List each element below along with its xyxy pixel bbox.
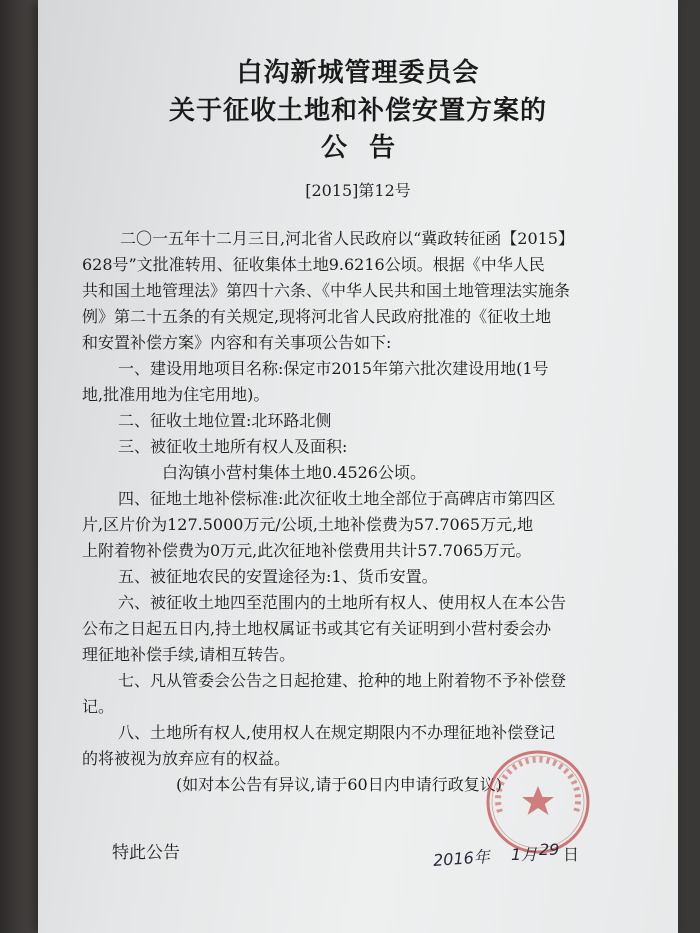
body-line-13: 上附着物补偿费为0万元,此次征地补偿费用共计57.7065万元。	[82, 541, 532, 560]
body-line-2: 628号”文批准转用、征收集体土地9.6216公顷。根据《中华人民	[82, 255, 545, 274]
body-line-14: 五、被征地农民的安置途径为:1、货币安置。	[118, 567, 438, 586]
document-number: [2015]第12号	[305, 181, 411, 200]
title-line-1: 白沟新城管理委员会	[236, 58, 480, 88]
date-year: 2016年	[432, 847, 491, 870]
date-day-suffix: 日	[563, 845, 580, 864]
body-line-10: 白沟镇小营村集体土地0.4526公顷。	[162, 463, 426, 482]
date-month: 1月	[511, 845, 538, 864]
date-day: 29	[539, 840, 560, 859]
body-line-20: 八、土地所有权人,使用权人在规定期限内不办理征地补偿登记	[118, 723, 556, 742]
body-line-17: 理征地补偿手续,请相互转告。	[82, 645, 296, 664]
background-edge	[0, 0, 38, 933]
body-line-1: 二〇一五年十二月三日,河北省人民政府以“冀政转征函【2015】	[120, 229, 574, 248]
body-line-19: 记。	[82, 697, 115, 716]
body-line-9: 三、被征收土地所有权人及面积:	[118, 437, 348, 456]
body-line-12: 片,区片价为127.5000万元/公顷,土地补偿费为57.7065万元,地	[82, 515, 534, 534]
body-line-16: 公布之日起五日内,持土地权属证书或其它有关证明到小营村委会办	[82, 619, 552, 638]
body-line-8: 二、征收土地位置:北环路北侧	[118, 411, 332, 430]
body-line-3: 共和国土地管理法》第四十六条、《中华人民共和国土地管理法实施条	[82, 281, 571, 300]
body-line-22: (如对本公告有异议,请于60日内申请行政复议)	[176, 775, 502, 794]
body-line-18: 七、凡从管委会公告之日起抢建、抢种的地上附着物不予补偿登	[118, 671, 567, 690]
body-line-11: 四、征地土地补偿标准:此次征收土地全部位于高碑店市第四区	[118, 489, 556, 508]
title-line-3: 公告	[320, 133, 417, 163]
body-line-4: 例》第二十五条的有关规定,现将河北省人民政府批准的《征收土地	[82, 307, 552, 326]
body-line-7: 地,批准用地为住宅用地)。	[82, 385, 270, 404]
title-line-2: 关于征收土地和补偿安置方案的	[168, 96, 547, 126]
body-line-15: 六、被征收土地四至范围内的土地所有权人、使用权人在本公告	[118, 593, 567, 612]
closing-text: 特此公告	[112, 843, 180, 863]
body-line-6: 一、建设用地项目名称:保定市2015年第六批次建设用地(1号	[118, 359, 549, 378]
document-page	[38, 0, 678, 933]
body-line-21: 的将被视为放弃应有的权益。	[82, 749, 291, 768]
body-line-5: 和安置补偿方案》内容和有关事项公告如下:	[82, 333, 392, 352]
date-line	[433, 838, 613, 878]
